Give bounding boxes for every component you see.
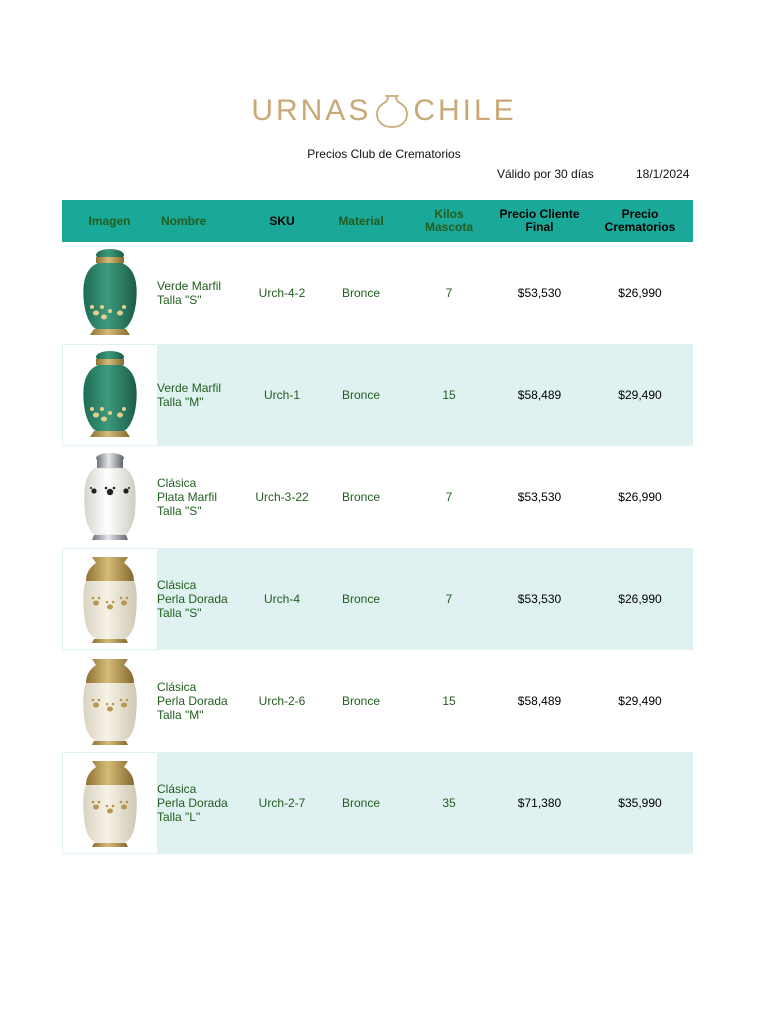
price-client: $53,530 <box>517 592 562 606</box>
product-name-line: Perla Dorada <box>157 796 228 810</box>
product-kilos: 7 <box>445 286 453 300</box>
product-name-line: Plata Marfil <box>157 490 218 504</box>
product-sku: Urch-3-22 <box>255 490 309 504</box>
header-kilos-line2: Mascota <box>424 220 474 234</box>
price-client: $53,530 <box>517 490 562 504</box>
price-crematorium: $35,990 <box>618 796 662 810</box>
product-sku: Urch-2-7 <box>258 796 306 810</box>
table-header-row <box>62 200 693 242</box>
product-name-line: Verde Marfil <box>157 381 222 395</box>
header-kilos-line1: Kilos <box>434 207 464 221</box>
product-sku: Urch-2-6 <box>258 694 306 708</box>
product-name <box>157 344 248 446</box>
price-client: $58,489 <box>517 694 562 708</box>
header-client-line2: Final <box>525 220 554 234</box>
product-image-cell <box>62 548 157 650</box>
product-name-line: Talla "L" <box>157 810 201 824</box>
header-kilos <box>406 200 492 242</box>
product-material: Bronce <box>341 694 381 708</box>
product-name <box>157 650 248 752</box>
product-sku: Urch-4 <box>263 592 300 606</box>
price-crematorium: $29,490 <box>618 694 662 708</box>
brand-logo <box>0 88 768 134</box>
product-name-line: Clásica <box>157 680 197 694</box>
product-image-cell <box>62 344 157 446</box>
table-row <box>62 242 693 344</box>
green-urn-image <box>63 243 157 343</box>
product-name-line: Perla Dorada <box>157 592 228 606</box>
pearl-gold-urn-image <box>63 549 157 649</box>
header-crem-price <box>587 200 693 242</box>
brand-word-right: CHILE <box>413 94 517 127</box>
price-crematorium: $26,990 <box>618 286 662 300</box>
table-row <box>62 548 693 650</box>
header-sku: SKU <box>269 213 295 228</box>
product-material: Bronce <box>341 592 381 606</box>
green-urn-image <box>63 345 157 445</box>
product-name-line: Clásica <box>157 782 197 796</box>
white-silver-urn-image <box>63 447 157 547</box>
product-name <box>157 446 248 548</box>
product-image-cell <box>62 650 157 752</box>
product-name <box>157 752 248 854</box>
header-client-line1: Precio Cliente <box>499 207 580 221</box>
header-image: Imagen <box>88 213 131 228</box>
validity-text: Válido por 30 días <box>497 167 594 181</box>
product-name-line: Talla "S" <box>157 606 202 620</box>
product-kilos: 7 <box>445 490 453 504</box>
product-name-line: Perla Dorada <box>157 694 228 708</box>
price-table <box>62 200 693 854</box>
price-client: $53,530 <box>517 286 562 300</box>
table-row <box>62 446 693 548</box>
product-name <box>157 548 248 650</box>
table-row <box>62 650 693 752</box>
header-name: Nombre <box>161 213 207 228</box>
table-row <box>62 752 693 854</box>
product-image-cell <box>62 242 157 344</box>
product-material: Bronce <box>341 796 381 810</box>
product-kilos: 7 <box>445 592 453 606</box>
header-material: Material <box>338 213 384 228</box>
product-sku: Urch-1 <box>263 388 300 402</box>
product-material: Bronce <box>341 490 381 504</box>
table-row <box>62 344 693 446</box>
date-text: 18/1/2024 <box>636 167 690 181</box>
urn-outline-icon <box>375 93 409 129</box>
product-name-line: Talla "S" <box>157 504 202 518</box>
product-image-cell <box>62 752 157 854</box>
header-client-price <box>492 200 587 242</box>
product-kilos: 35 <box>442 796 456 810</box>
product-material: Bronce <box>341 286 381 300</box>
product-sku: Urch-4-2 <box>258 286 306 300</box>
table-body <box>62 242 693 854</box>
brand-word-left: URNAS <box>251 94 372 127</box>
product-name-line: Verde Marfil <box>157 279 222 293</box>
price-crematorium: $26,990 <box>618 592 662 606</box>
pearl-gold-urn-image <box>63 651 157 751</box>
product-name-line: Talla "M" <box>157 708 204 722</box>
price-client: $71,380 <box>517 796 562 810</box>
product-kilos: 15 <box>442 694 456 708</box>
page-subtitle: Precios Club de Crematorios <box>307 147 461 161</box>
price-client: $58,489 <box>517 388 562 402</box>
price-crematorium: $26,990 <box>618 490 662 504</box>
product-name <box>157 242 248 344</box>
product-name-line: Clásica <box>157 476 197 490</box>
pearl-gold-urn-image <box>63 753 157 853</box>
product-name-line: Clásica <box>157 578 197 592</box>
product-kilos: 15 <box>442 388 456 402</box>
header-crem-line2: Crematorios <box>604 220 676 234</box>
product-name-line: Talla "M" <box>157 395 204 409</box>
product-material: Bronce <box>341 388 381 402</box>
product-name-line: Talla "S" <box>157 293 202 307</box>
product-image-cell <box>62 446 157 548</box>
price-crematorium: $29,490 <box>618 388 662 402</box>
header-crem-line1: Precio <box>621 207 659 221</box>
